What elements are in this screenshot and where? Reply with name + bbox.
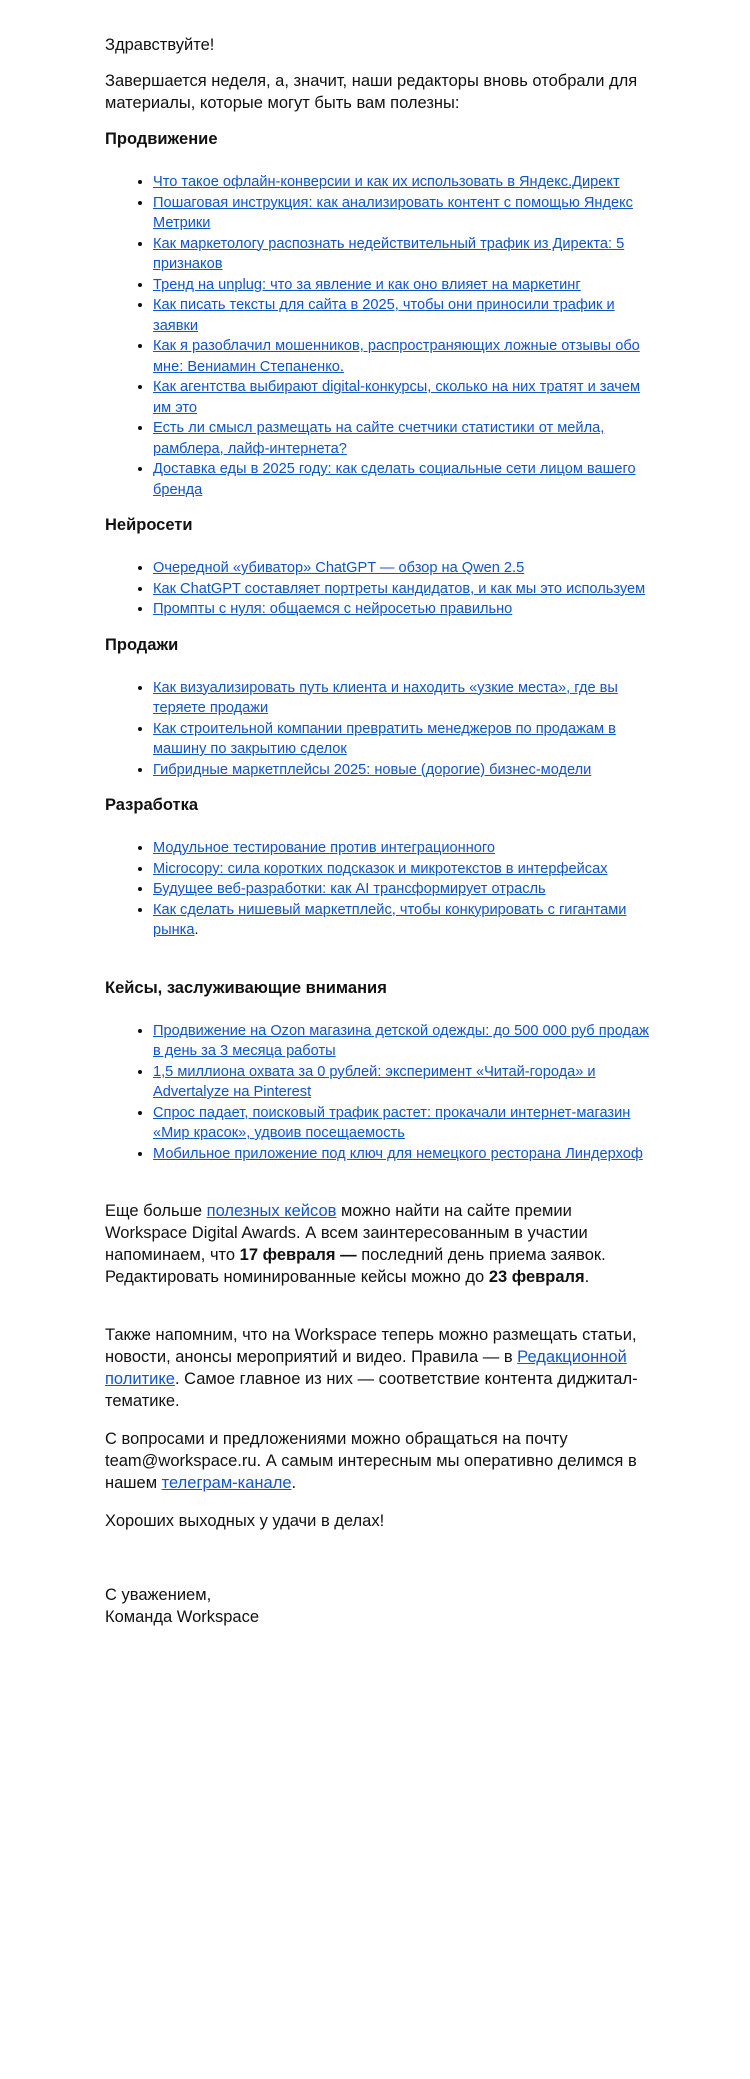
list-item [153, 459, 655, 500]
policy-text: . Самое главное из них — соответствие контента диджитал-тематике. [105, 1370, 638, 1410]
article-link[interactable]: Гибридные маркетплейсы 2025: новые (дорогие) бизнес-модели [153, 761, 592, 778]
list-item [153, 295, 655, 336]
signature: Команда Workspace [105, 1608, 260, 1626]
article-link[interactable]: Как строительной компании превратить менеджеров по продажам в машину по закрытию сделок [153, 720, 616, 757]
article-link[interactable]: Пошаговая инструкция: как анализировать контент с помощью Яндекс Метрики [153, 194, 633, 231]
contact-paragraph [105, 1428, 655, 1494]
list-item [153, 900, 655, 941]
awards-text: . [584, 1268, 590, 1286]
article-link[interactable]: Как маркетологу распознать недействительный трафик из Директа: 5 признаков [153, 235, 625, 272]
weekend-wish: Хороших выходных у удачи в делах! [105, 1512, 385, 1530]
list-item [153, 1062, 655, 1103]
list-item [153, 336, 655, 377]
email-body [105, 34, 655, 1628]
editorial-policy-link[interactable]: Редакционной политике [105, 1348, 627, 1388]
article-link[interactable]: Промпты с нуля: общаемся с нейросетью правильно [153, 601, 513, 617]
deadline-date: 17 февраля — [239, 1246, 357, 1264]
article-link[interactable]: Будущее веб-разработки: как AI трансформирует отрасль [153, 881, 546, 897]
section-heading-cases: Кейсы, заслуживающие внимания [105, 978, 387, 997]
list-item [153, 418, 655, 459]
article-link[interactable]: Как писать тексты для сайта в 2025, чтобы они приносили трафик и заявки [153, 297, 615, 334]
list-item [153, 193, 655, 234]
section-heading-promotion: Продвижение [105, 130, 218, 148]
article-link[interactable]: Модульное тестирование против интеграционного [153, 840, 496, 856]
list-item [153, 1021, 655, 1062]
list-item [153, 879, 655, 900]
list-item [153, 678, 655, 719]
awards-text: можно найти на сайте премии Workspace Digital Awards. А всем заинтересованным в участии напоминаем, что [105, 1202, 588, 1264]
awards-paragraph [105, 1200, 655, 1288]
signoff-line: С уважением, [105, 1586, 212, 1604]
article-link[interactable]: Как визуализировать путь клиента и находить «узкие места», где вы теряете продажи [153, 679, 618, 716]
list-item [153, 172, 655, 193]
article-link[interactable]: Доставка еды в 2025 году: как сделать социальные сети лицом вашего бренда [153, 461, 636, 498]
section-heading-ai: Нейросети [105, 516, 193, 534]
case-link[interactable]: Спрос падает, поисковый трафик растет: прокачали интернет-магазин «Мир красок», удвоив посещаемость [153, 1104, 631, 1141]
list-item [153, 760, 655, 781]
greeting: Здравствуйте! [105, 36, 215, 54]
list-item [153, 275, 655, 296]
list-item [153, 859, 655, 880]
case-link[interactable]: Мобильное приложение под ключ для немецкого ресторана Линдерхоф [153, 1145, 643, 1162]
case-link[interactable]: 1,5 миллиона охвата за 0 рублей: эксперимент «Читай-города» и Advertalyze на Pinterest [153, 1063, 596, 1100]
intro-text: Завершается неделя, а, значит, наши редакторы вновь отобрали для материалы, которые могут быть вам полезны: [105, 72, 638, 112]
section-heading-sales: Продажи [105, 635, 179, 654]
list-item [153, 558, 655, 579]
cases-link-list [105, 1021, 655, 1165]
list-item [153, 579, 655, 600]
development-link-list [105, 838, 655, 941]
contact-text: С вопросами и предложениями можно обращаться на почту team@workspace.ru. А самым интересным мы оперативно делимся в нашем [105, 1430, 637, 1492]
list-item [153, 1144, 655, 1165]
article-link[interactable]: Как ChatGPT составляет портреты кандидатов, и как мы это используем [153, 580, 646, 597]
article-link[interactable]: Как агентства выбирают digital-конкурсы, сколько на них тратят и зачем им это [153, 379, 641, 416]
contact-text: . [291, 1474, 297, 1492]
useful-cases-link[interactable]: полезных кейсов [206, 1202, 337, 1220]
policy-text: Также напомним, что на Workspace теперь можно размещать статьи, новости, анонсы мероприятий и видео. Правила — в [105, 1326, 637, 1366]
awards-text: последний день приема заявок. Редактировать номинированные кейсы можно до [105, 1246, 606, 1286]
article-link[interactable]: Очередной «убиватор» ChatGPT — обзор на Qwen 2.5 [153, 560, 525, 576]
article-link[interactable]: Что такое офлайн-конверсии и как их использовать в Яндекс.Директ [153, 174, 620, 190]
list-item [153, 719, 655, 760]
article-link[interactable]: Microcopy: сила коротких подсказок и микротекстов в интерфейсах [153, 860, 608, 877]
article-link[interactable]: Как я разоблачил мошенников, распространяющих ложные отзывы обо мне: Вениамин Степаненко. [153, 338, 640, 375]
trailing-period: . [194, 922, 199, 938]
list-item [153, 234, 655, 275]
list-item [153, 1103, 655, 1144]
section-heading-development: Разработка [105, 796, 198, 814]
case-link[interactable]: Продвижение на Ozon магазина детской одежды: до 500 000 руб продаж в день за 3 месяца работы [153, 1022, 649, 1059]
list-item [153, 838, 655, 859]
list-item [153, 377, 655, 418]
list-item [153, 599, 655, 620]
telegram-channel-link[interactable]: телеграм-канале [161, 1474, 292, 1492]
edit-deadline-date: 23 февраля [488, 1268, 585, 1286]
awards-text: Еще больше [105, 1202, 207, 1220]
article-link[interactable]: Как сделать нишевый маркетплейс, чтобы конкурировать с гигантами рынка [153, 901, 627, 938]
article-link[interactable]: Тренд на unplug: что за явление и как оно влияет на маркетинг [153, 276, 581, 293]
policy-paragraph [105, 1324, 655, 1412]
ai-link-list [105, 558, 655, 620]
promotion-link-list [105, 172, 655, 500]
article-link[interactable]: Есть ли смысл размещать на сайте счетчики статистики от мейла, рамблера, лайф-интернета? [153, 420, 605, 457]
sales-link-list [105, 678, 655, 781]
